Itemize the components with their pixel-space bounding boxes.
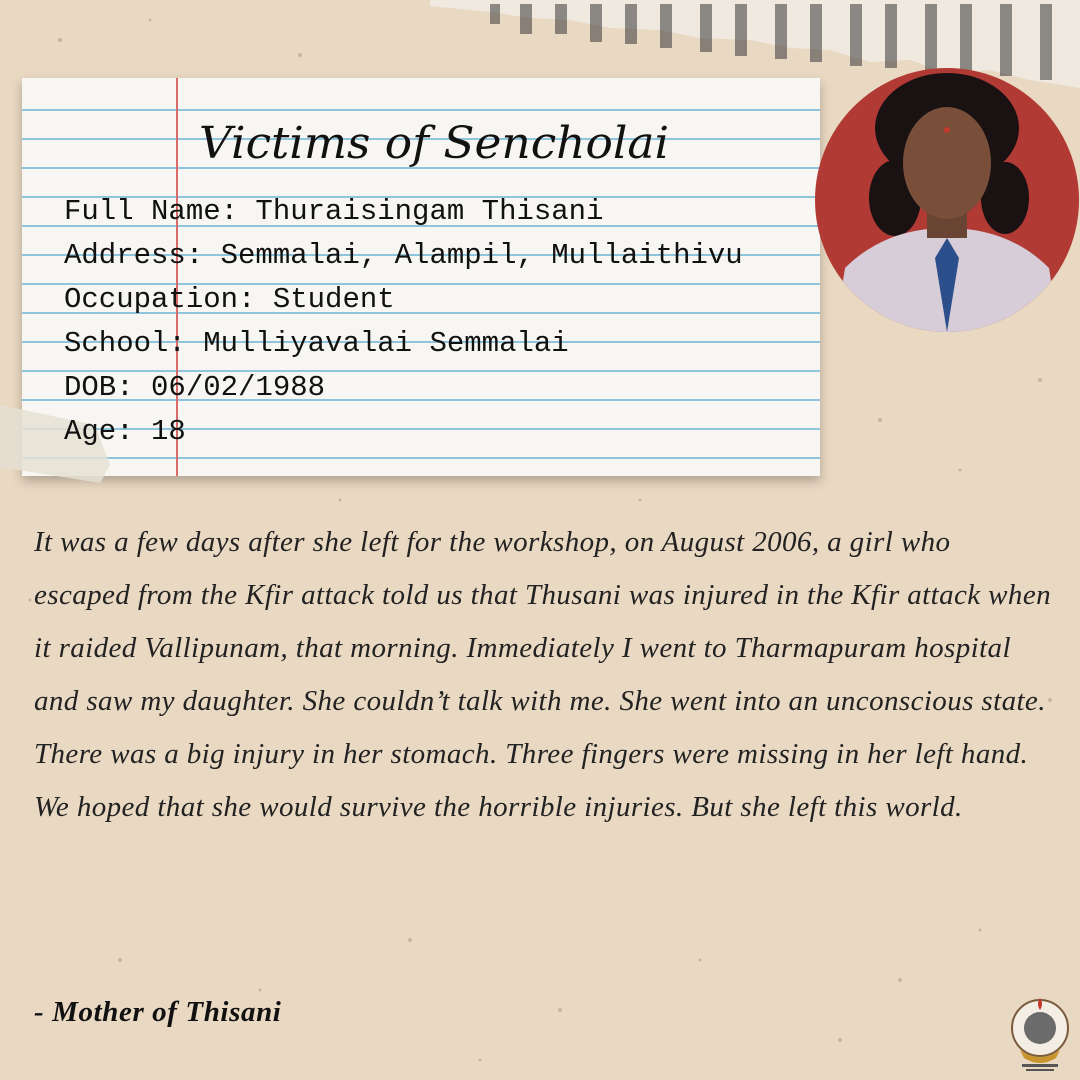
testimony-text: It was a few days after she left for the workshop, on August 2006, a girl who escaped from the Kfir attack told us that Thusani was injured in the Kfir attack when it raided Vallipunam, that morning. Immediately I went to Tharmapuram hospital and saw my daughter. She couldn’t talk with me. She went into an unconscious state. There was a big injury in her stomach. Three fingers were missing in her left hand. We hoped that she would survive the horrible injuries. But she left this world. [34, 526, 1051, 823]
school-field: School: Mulliyavalai Semmalai [64, 327, 569, 360]
profile-details [64, 190, 743, 454]
full-name-field: Full Name: Thuraisingam Thisani [64, 195, 604, 228]
occupation-field: Occupation: Student [64, 283, 395, 316]
attribution: - Mother of Thisani [34, 996, 282, 1028]
organisation-emblem-logo [1006, 994, 1074, 1076]
age-field: Age: 18 [64, 415, 186, 448]
victim-portrait-photo [815, 68, 1079, 332]
dob-field: DOB: 06/02/1988 [64, 371, 326, 404]
page-title-text: Victims of Sencholai [199, 118, 669, 169]
page-title [195, 96, 675, 186]
address-field: Address: Semmalai, Alampil, Mullaithivu [64, 239, 743, 272]
